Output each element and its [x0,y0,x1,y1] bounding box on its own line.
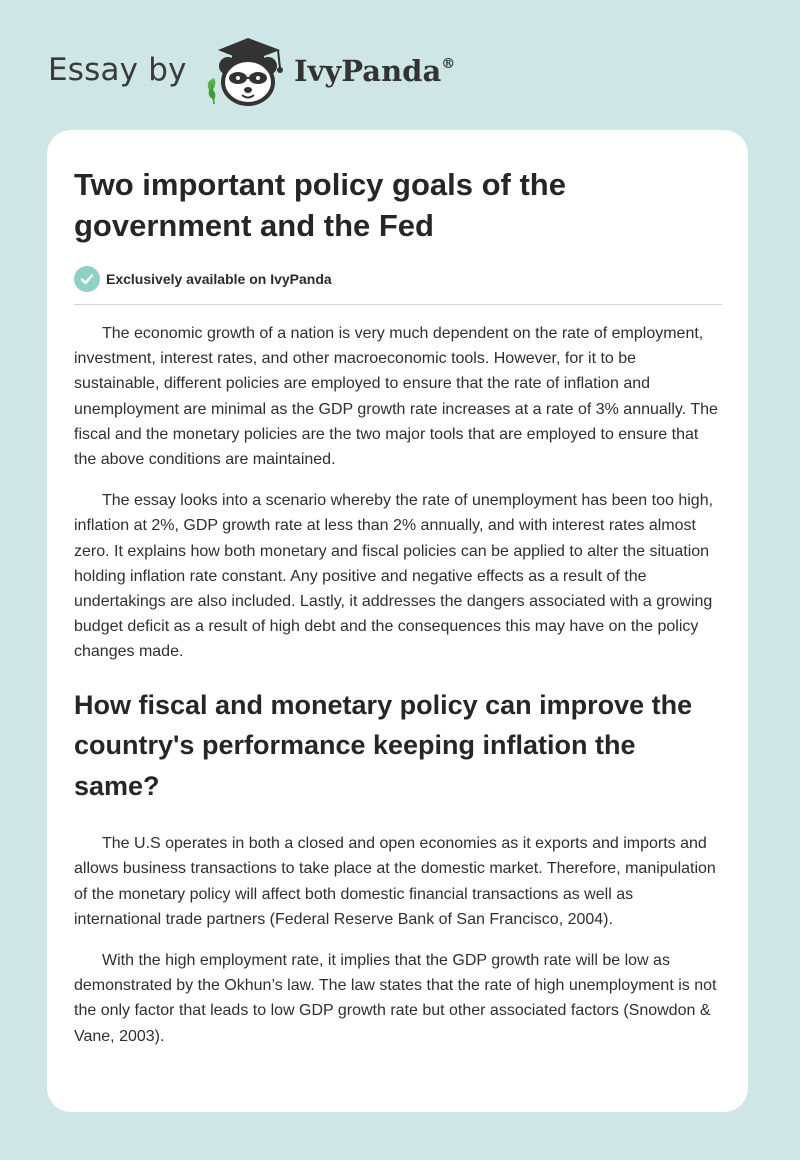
checkmark-icon [74,266,100,292]
paragraph: The economic growth of a nation is very much dependent on the rate of employment, investment, interest rates, and other macroeconomic tools. However, for it to be sustainable, different policies are employed to ensure that the rate of inflation and unemployment are minimal as the GDP growth rate increases at a rate of 3% annually. The fiscal and the monetary policies are the two major tools that are employed to ensure that the above conditions are maintained. [74,325,718,469]
section-heading: How fiscal and monetary policy can improve the country's performance keeping inflation the same? [74,689,693,801]
divider [74,304,722,305]
essay-content [74,164,722,1049]
essay-title: Two important policy goals of the government and the Fed [74,167,566,243]
brand-name[interactable]: IvyPanda® [294,54,456,88]
paragraph: The essay looks into a scenario whereby the rate of unemployment has been too high, inflation at 2%, GDP growth rate at less than 2% annually, and with interest rates almost zero. It explains how both monetary and fiscal policies can be applied to alter the situation holding inflation rate constant. Any positive and negative effects as a result of the undertakings are also included. Lastly, it addresses the dangers associated with a growing budget deficit as a result of high debt and the consequences this may have on the policy changes made. [74,492,714,661]
paragraph: The U.S operates in both a closed and open economies as it exports and imports and allows business transactions to take place at the domestic market. Therefore, manipulation of the monetary policy will affect both domestic financial transactions as well as international trade partners (Federal Reserve Bank of San Francisco, 2004). [74,835,716,928]
registered-mark: ® [441,56,456,72]
exclusive-badge-label: Exclusively available on IvyPanda [106,271,332,287]
site-header [48,34,508,114]
paragraph: With the high employment rate, it implies that the GDP growth rate will be low as demonstrated by the Okhun’s law. The law states that the rate of high unemployment is not the only factor that leads to low GDP growth rate but other associated factors (Snowdon & Vane, 2003). [74,951,717,1045]
ivypanda-logo-icon[interactable] [200,34,292,110]
essay-card [47,130,748,1112]
exclusive-badge [74,266,722,292]
essay-by-label: Essay by [48,52,187,88]
